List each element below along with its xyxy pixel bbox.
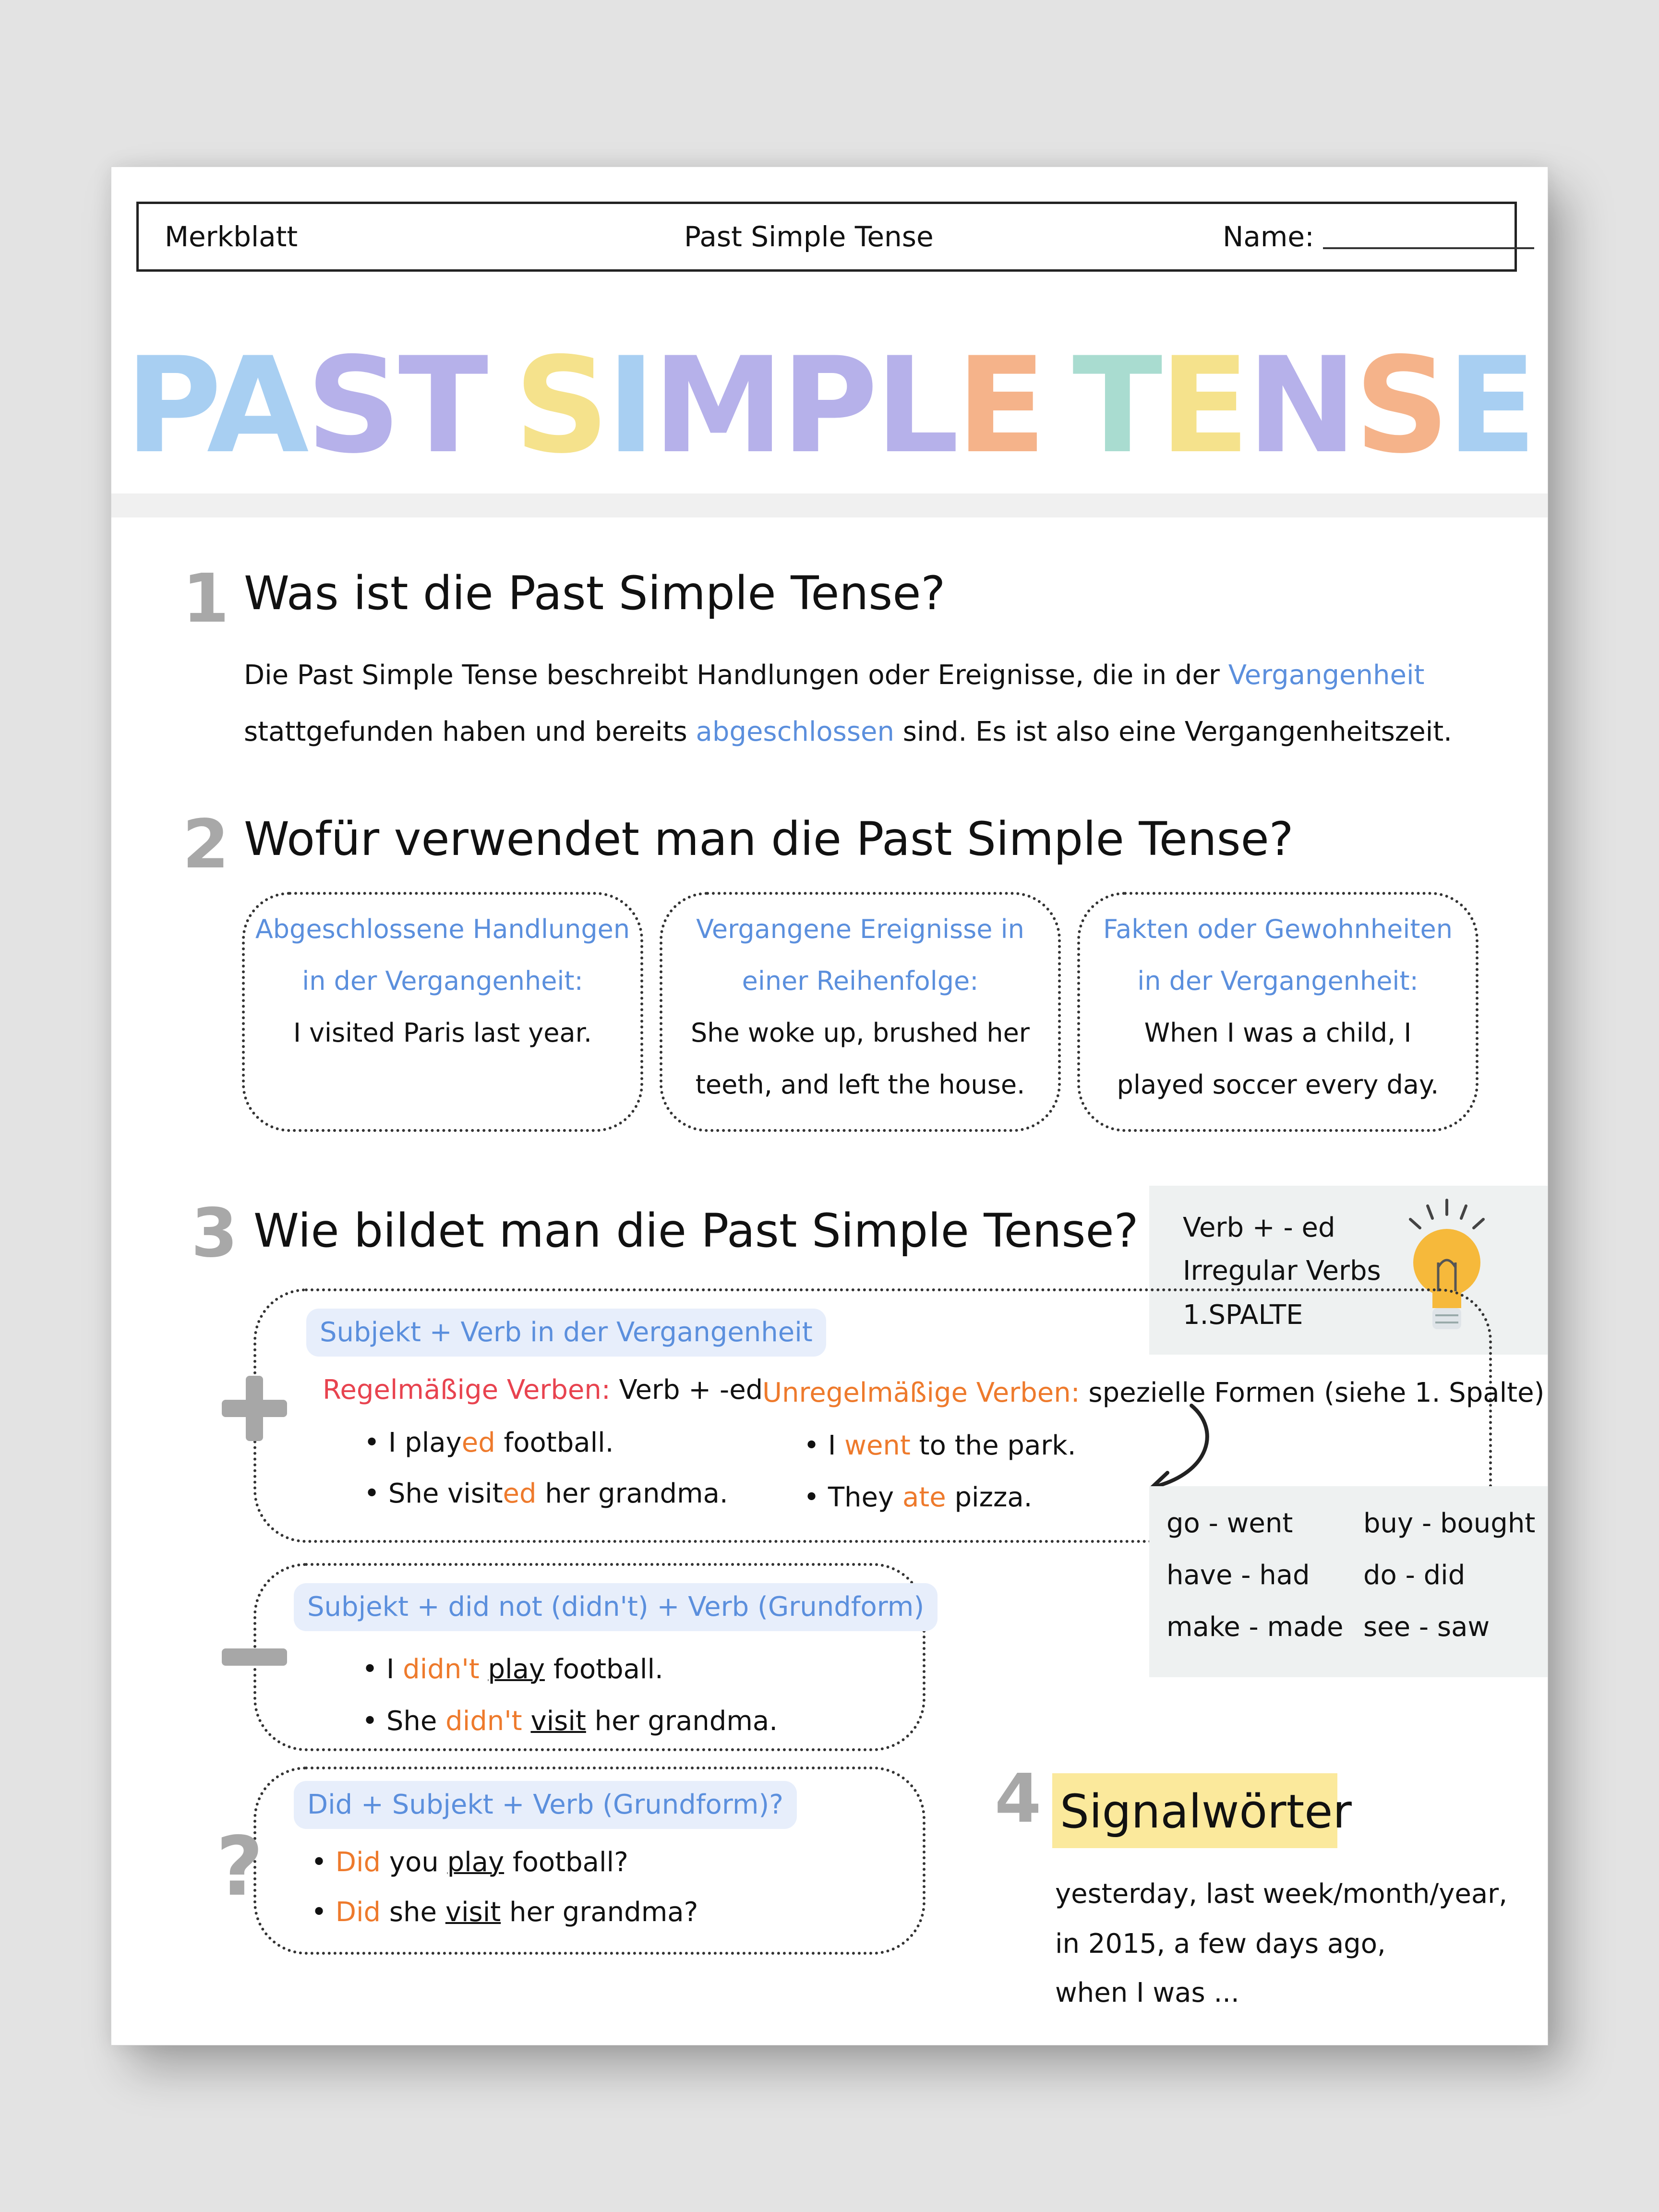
affirmative-formula: Subjekt + Verb in der Vergangenheit bbox=[306, 1309, 826, 1357]
title-divider-band bbox=[111, 493, 1548, 517]
regular-verbs-rule: Regelmäßige Verben: Verb + -ed bbox=[323, 1374, 763, 1406]
title-letter: T bbox=[1072, 329, 1160, 482]
title-letter: N bbox=[1247, 329, 1355, 482]
usage-card-1: Abgeschlossene Handlungen in der Vergangenheit: I visited Paris last year. bbox=[242, 892, 643, 1132]
irregular-verbs-panel bbox=[1149, 1486, 1548, 1677]
worksheet-page bbox=[111, 167, 1548, 2045]
tip-line-3: 1.SPALTE bbox=[1183, 1299, 1303, 1331]
signal-words-line-1: yesterday, last week/month/year, bbox=[1055, 1878, 1507, 1910]
title-letter: A bbox=[206, 329, 306, 482]
title-letter: S bbox=[1354, 329, 1447, 482]
title-letter: M bbox=[652, 329, 781, 482]
question-example-2: • Did she visit her grandma? bbox=[311, 1897, 698, 1928]
title-letter: S bbox=[306, 329, 398, 482]
irregular-verb: see - saw bbox=[1363, 1611, 1490, 1643]
minus-icon bbox=[222, 1648, 287, 1666]
tip-line-1: Verb + - ed bbox=[1183, 1212, 1335, 1243]
title-letter: E bbox=[956, 329, 1044, 482]
title-letter: L bbox=[875, 329, 957, 482]
title-letter: S bbox=[514, 329, 607, 482]
section-4-number: 4 bbox=[995, 1760, 1042, 1838]
question-mark-icon: ? bbox=[216, 1819, 264, 1914]
negative-example-2: • She didn't visit her grandma. bbox=[362, 1706, 778, 1737]
section-1-paragraph: Die Past Simple Tense beschreibt Handlungen oder Ereignisse, die in der Vergangenheit stattgefunden haben und bereits abgeschlossen sind. Es ist also eine Vergangenheitszeit. bbox=[244, 660, 1452, 747]
section-1-heading: Was ist die Past Simple Tense? bbox=[244, 566, 946, 620]
highlight-abgeschlossen: abgeschlossen bbox=[696, 716, 894, 747]
header-topic: Past Simple Tense bbox=[684, 220, 934, 253]
affirmative-example-1: • I played football. bbox=[364, 1427, 614, 1458]
affirmative-example-2: • She visited her grandma. bbox=[364, 1478, 728, 1509]
irregular-verb: buy - bought bbox=[1363, 1508, 1536, 1539]
section-2-heading: Wofür verwendet man die Past Simple Tense? bbox=[244, 812, 1294, 866]
usage-card-3: Fakten oder Gewohnheiten in der Vergangenheit: When I was a child, I played soccer every day. bbox=[1077, 892, 1479, 1132]
title-word bbox=[125, 329, 485, 482]
signal-words-line-3: when I was ... bbox=[1055, 1977, 1239, 2008]
main-title bbox=[111, 329, 1548, 482]
section-3-heading: Wie bildet man die Past Simple Tense? bbox=[253, 1204, 1139, 1258]
title-word bbox=[1072, 329, 1534, 482]
signal-words-line-2: in 2015, a few days ago, bbox=[1055, 1928, 1386, 1960]
usage-card-2: Vergangene Ereignisse in einer Reihenfolge: She woke up, brushed her teeth, and left the house. bbox=[660, 892, 1061, 1132]
highlight-vergangenheit: Vergangenheit bbox=[1228, 660, 1425, 691]
tip-line-2: Irregular Verbs bbox=[1183, 1255, 1381, 1286]
title-letter: E bbox=[1446, 329, 1534, 482]
irregular-verb: go - went bbox=[1166, 1508, 1293, 1539]
affirmative-example-3: • I went to the park. bbox=[804, 1430, 1076, 1461]
title-letter: I bbox=[606, 329, 653, 482]
irregular-verb: have - had bbox=[1166, 1560, 1310, 1591]
header-box bbox=[136, 202, 1517, 272]
question-example-1: • Did you play football? bbox=[311, 1847, 628, 1878]
name-label: Name: bbox=[1223, 220, 1314, 253]
section-1-number: 1 bbox=[182, 560, 229, 638]
title-letter: P bbox=[125, 329, 207, 482]
plus-icon bbox=[246, 1376, 263, 1441]
section-2-number: 2 bbox=[182, 805, 229, 884]
section-4-heading: Signalwörter bbox=[1060, 1785, 1352, 1839]
title-letter: P bbox=[781, 329, 875, 482]
title-word bbox=[514, 329, 1044, 482]
negative-formula: Subjekt + did not (didn't) + Verb (Grundform) bbox=[294, 1583, 938, 1631]
header-merkblatt: Merkblatt bbox=[165, 220, 298, 253]
irregular-verb: do - did bbox=[1363, 1560, 1466, 1591]
affirmative-example-4: • They ate pizza. bbox=[804, 1482, 1033, 1513]
name-field[interactable] bbox=[1223, 204, 1534, 269]
title-letter: E bbox=[1159, 329, 1247, 482]
question-formula: Did + Subjekt + Verb (Grundform)? bbox=[294, 1781, 797, 1829]
irregular-verb: make - made bbox=[1166, 1611, 1344, 1643]
name-blank-line[interactable] bbox=[1323, 228, 1534, 249]
section-3-number: 3 bbox=[191, 1194, 238, 1273]
irregular-verbs-rule: Unregelmäßige Verben: spezielle Formen (siehe 1. Spalte) bbox=[762, 1377, 1545, 1408]
negative-example-1: • I didn't play football. bbox=[362, 1654, 663, 1685]
title-letter: T bbox=[398, 329, 486, 482]
